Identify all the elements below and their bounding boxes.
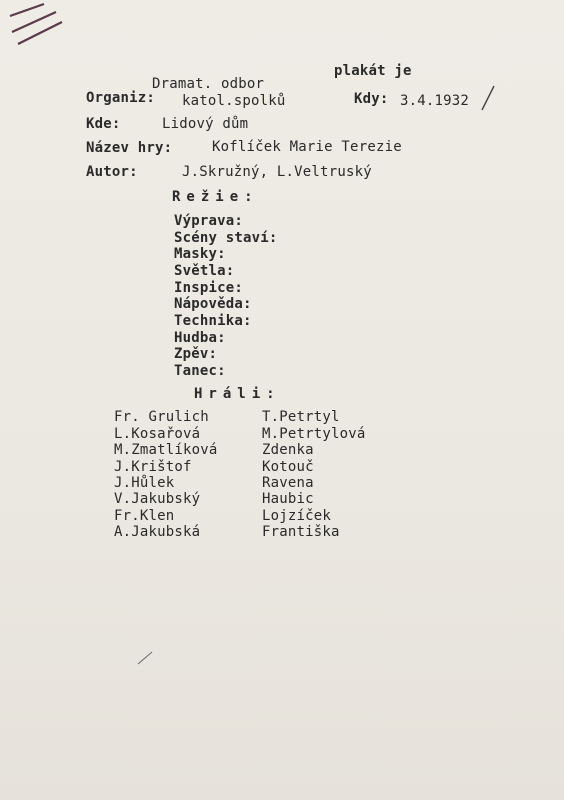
org-line1: Dramat. odbor [152,76,265,92]
author-value: J.Skružný, L.Veltruský [182,164,372,180]
cast-actor: Fr. Grulich [114,409,209,425]
title-value: Koflíček Marie Terezie [212,139,402,155]
date-label: Kdy: [354,91,389,107]
crew-item: Hudba: [174,330,226,346]
cast-actor: A.Jakubská [114,524,201,540]
cast-role: Kotouč [262,459,314,475]
cast-role: T.Petrtyl [262,409,340,425]
cast-actor: J.Krištof [114,459,192,475]
crew-item: Světla: [174,263,235,279]
cast-actor: M.Zmatlíková [114,442,218,458]
cast-actor: Fr.Klen [114,508,175,524]
cast-role: Haubic [262,491,314,507]
crew-item: Masky: [174,246,226,262]
crew-item: Scény staví: [174,230,278,246]
cast-actor: J.Hůlek [114,475,175,491]
org-line2: katol.spolků [182,93,286,109]
crew-item: Výprava: [174,213,244,229]
crew-item: Zpěv: [174,346,218,362]
cast-heading: Hráli: [194,386,281,402]
title-label: Název hry: [86,140,173,156]
cast-actor: V.Jakubský [114,491,201,507]
date-value: 3.4.1932 [400,93,470,109]
crew-heading: Režie: [172,189,259,205]
cast-actor: L.Kosařová [114,426,201,442]
cast-role: Ravena [262,475,314,491]
cast-role: Lojzíček [262,508,332,524]
poster-note: plakát je [334,63,412,79]
crew-item: Inspice: [174,280,244,296]
crew-item: Technika: [174,313,252,329]
cast-role: Františka [262,524,340,540]
pen-strike-mark [4,2,68,48]
pen-slash-mark [478,84,498,112]
stray-pen-mark [136,650,156,666]
org-label: Organiz: [86,90,156,106]
author-label: Autor: [86,164,138,180]
place-label: Kde: [86,116,121,132]
place-value: Lidový dům [162,116,249,132]
cast-role: Zdenka [262,442,314,458]
crew-item: Tanec: [174,363,226,379]
crew-item: Nápověda: [174,296,252,312]
cast-role: M.Petrtylová [262,426,366,442]
